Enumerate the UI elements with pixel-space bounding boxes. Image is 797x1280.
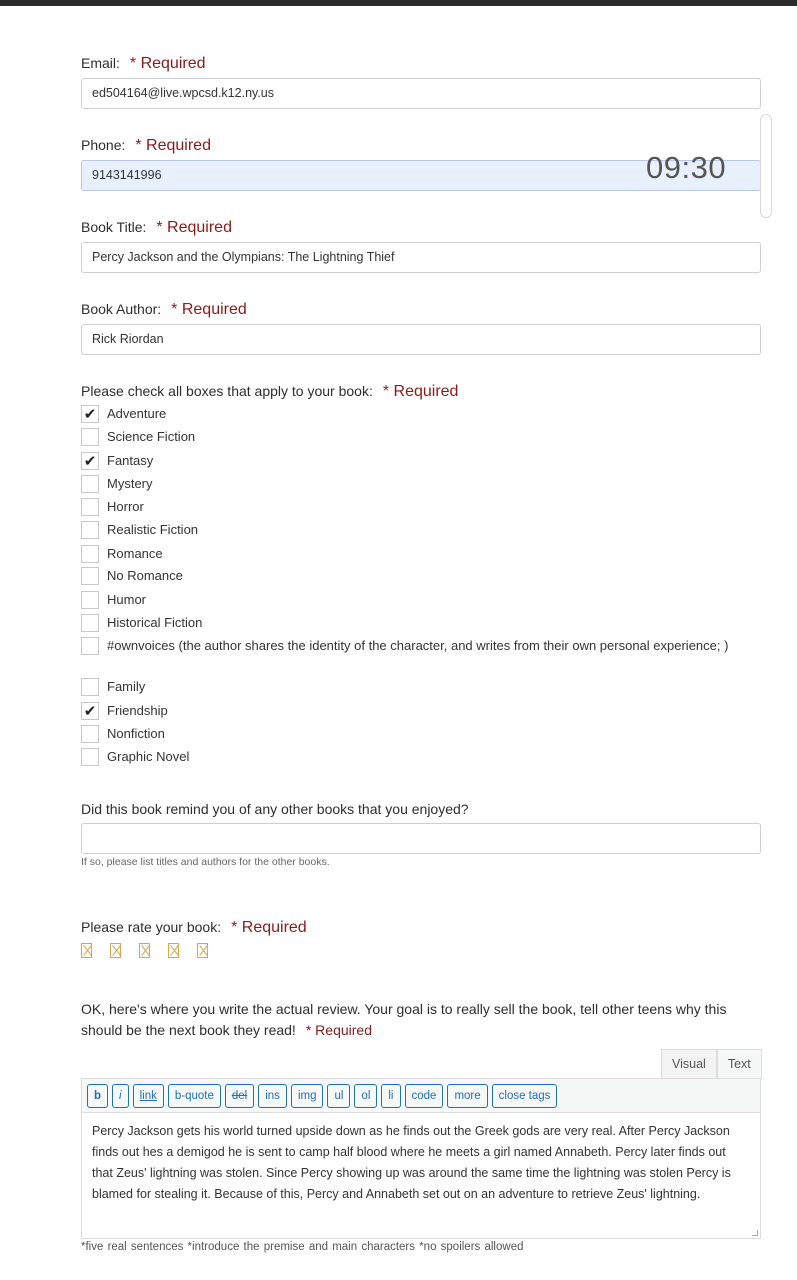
li-button[interactable]: li [381, 1084, 400, 1108]
tab-text[interactable]: Text [717, 1049, 762, 1079]
top-bar [0, 0, 797, 6]
bold-button[interactable]: b [87, 1084, 108, 1108]
phone-field[interactable]: 9143141996 [81, 160, 761, 191]
phone-required: * Required [135, 137, 211, 154]
star-icon[interactable] [139, 943, 150, 958]
review-required: * Required [305, 1022, 372, 1038]
genre-checkbox-label: Family [107, 679, 146, 694]
genre-checkbox-row[interactable] [81, 405, 166, 423]
genre-checkbox[interactable] [81, 678, 99, 696]
book-title-field[interactable]: Percy Jackson and the Olympians: The Lightning Thief [81, 242, 761, 273]
genre-checkbox-row[interactable] [81, 748, 189, 766]
similar-books-label [81, 801, 469, 819]
genre-checkbox-label: Adventure [107, 406, 167, 421]
genre-checkbox-row[interactable] [81, 498, 144, 516]
rating-label-text: Please rate your book: [81, 919, 222, 935]
book-author-required: * Required [171, 301, 247, 318]
genre-checkbox-label: Nonfiction [107, 726, 165, 741]
genre-checkbox-label: Historical Fiction [107, 615, 203, 630]
book-author-label-text: Book Author: [81, 301, 162, 317]
genre-checkbox-label: Horror [107, 499, 144, 514]
book-title-required: * Required [156, 219, 232, 236]
genre-checkbox[interactable] [81, 405, 99, 423]
rating-label [81, 919, 307, 937]
genre-checkbox-label: Fantasy [107, 453, 154, 468]
genre-checkbox-row[interactable] [81, 702, 168, 720]
star-icon[interactable] [81, 943, 92, 958]
star-icon[interactable] [168, 943, 179, 958]
similar-books-label-text: Did this book remind you of any other books that you enjoyed? [81, 801, 469, 817]
genre-checkbox[interactable] [81, 725, 99, 743]
quicktags-toolbar [81, 1078, 761, 1113]
similar-books-hint: If so, please list titles and authors for the other books. [81, 856, 330, 868]
star-icon[interactable] [197, 943, 208, 958]
close-tags-button[interactable]: close tags [492, 1084, 558, 1108]
email-required: * Required [129, 55, 206, 72]
rating-required: * Required [231, 919, 307, 936]
genres-label [81, 383, 458, 401]
review-footnote: *five real sentences *introduce the premise and main characters *no spoilers allowed [81, 1241, 524, 1253]
review-textarea[interactable] [81, 1113, 761, 1239]
genre-checkbox-label: Science Fiction [107, 429, 196, 444]
genre-checkbox-row[interactable] [81, 567, 183, 585]
book-author-label [81, 301, 247, 319]
genre-checkbox-label: Mystery [107, 476, 153, 491]
ins-button[interactable]: ins [258, 1084, 287, 1108]
link-button[interactable]: link [133, 1084, 164, 1108]
genre-checkbox-label: Humor [107, 592, 147, 607]
email-field[interactable]: ed504164@live.wpcsd.k12.ny.us [81, 78, 761, 109]
genre-checkbox-row[interactable] [81, 428, 195, 446]
del-button[interactable]: del [225, 1084, 254, 1108]
genre-checkbox-label: No Romance [107, 568, 183, 583]
italic-button[interactable]: i [112, 1084, 129, 1108]
genre-checkbox[interactable] [81, 702, 99, 720]
genre-checkbox[interactable] [81, 545, 99, 563]
phone-label-text: Phone: [81, 137, 126, 153]
similar-books-field[interactable] [81, 823, 761, 854]
ol-button[interactable]: ol [354, 1084, 377, 1108]
genre-checkbox-row[interactable] [81, 678, 145, 696]
checkmark-icon: ✔ [83, 702, 97, 720]
review-text: Percy Jackson gets his world turned upside down as he finds out the Greek gods are very real. After Percy Jackson finds out hes a demigod he is sent to camp half blood where he meets a girl named Annabeth. Percy later finds out that Zeus' lightning was stolen. Since Percy showing up was around the same time the lightning was stolen Percy is blamed for stealing it. Because of this, Percy and Annabeth set out on an adventure to retrieve Zeus' lightning. [92, 1124, 731, 1201]
genre-checkbox-row[interactable] [81, 452, 153, 470]
genre-checkbox[interactable] [81, 452, 99, 470]
genre-checkbox[interactable] [81, 521, 99, 539]
tab-visual[interactable]: Visual [661, 1049, 717, 1079]
checkmark-icon: ✔ [83, 405, 97, 423]
email-label-text: Email: [81, 55, 120, 71]
genre-checkbox[interactable] [81, 428, 99, 446]
blockquote-button[interactable]: b-quote [168, 1084, 221, 1108]
genre-checkbox-label: Realistic Fiction [107, 522, 199, 537]
genre-checkbox[interactable] [81, 637, 99, 655]
genre-checkbox-row[interactable] [81, 475, 153, 493]
scroll-thumb[interactable] [760, 114, 772, 218]
ul-button[interactable]: ul [327, 1084, 350, 1108]
genre-checkbox-row[interactable] [81, 725, 165, 743]
genre-checkbox-row[interactable] [81, 614, 202, 632]
genre-checkbox-label: Romance [107, 546, 163, 561]
book-author-field[interactable]: Rick Riordan [81, 324, 761, 355]
code-button[interactable]: code [405, 1084, 444, 1108]
star-icon[interactable] [110, 943, 121, 958]
checkmark-icon: ✔ [83, 452, 97, 470]
editor-tabs [661, 1049, 762, 1079]
star-rating [81, 943, 208, 958]
genre-checkbox[interactable] [81, 567, 99, 585]
book-title-label-text: Book Title: [81, 219, 147, 235]
timer-overlay: 09:30 [646, 150, 727, 185]
genre-checkbox[interactable] [81, 475, 99, 493]
genre-checkbox-label: #ownvoices (the author shares the identity of the character, and writes from their own personal experience; ) [107, 638, 729, 653]
genre-checkbox[interactable] [81, 614, 99, 632]
resize-handle-icon[interactable] [752, 1230, 758, 1236]
genre-checkbox[interactable] [81, 748, 99, 766]
genre-checkbox-row[interactable] [81, 521, 198, 539]
genre-checkbox[interactable] [81, 498, 99, 516]
img-button[interactable]: img [291, 1084, 324, 1108]
email-label [81, 55, 206, 73]
book-title-label [81, 219, 232, 237]
more-button[interactable]: more [447, 1084, 487, 1108]
review-label-text: OK, here's where you write the actual review. Your goal is to really sell the book, tell other teens why this should be the next book they read! [81, 1001, 727, 1038]
phone-label [81, 137, 211, 155]
genre-checkbox[interactable] [81, 591, 99, 609]
genre-checkbox-label: Friendship [107, 703, 168, 718]
genres-label-text: Please check all boxes that apply to your book: [81, 383, 373, 399]
genre-checkbox-row[interactable] [81, 545, 163, 563]
genre-checkbox-row[interactable] [81, 637, 762, 655]
genres-required: * Required [382, 383, 459, 400]
genre-checkbox-row[interactable] [81, 591, 146, 609]
review-label [81, 999, 761, 1041]
genre-checkbox-label: Graphic Novel [107, 749, 190, 764]
